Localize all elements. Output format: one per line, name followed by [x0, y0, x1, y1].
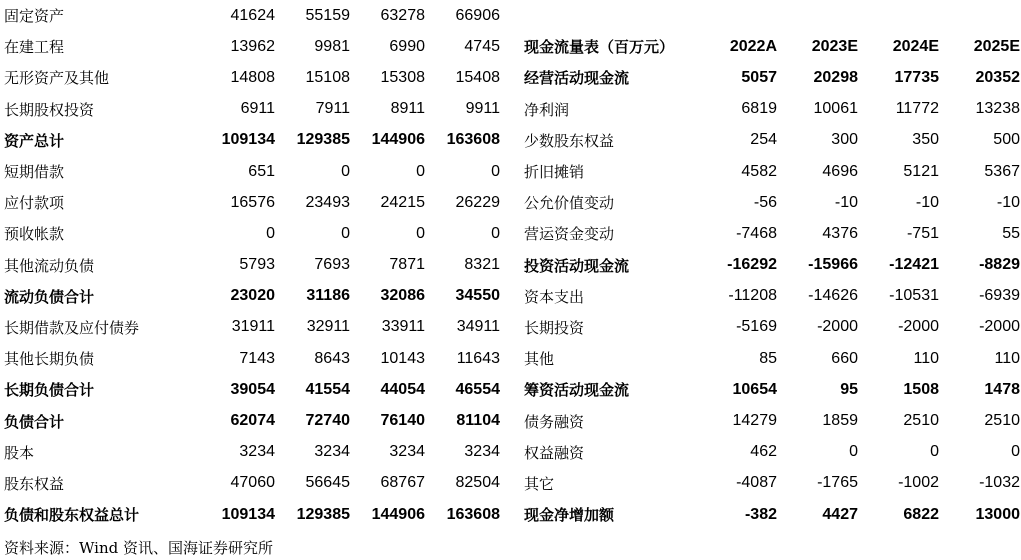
balance-row [0, 0, 500, 31]
cash-flow-row [520, 187, 1020, 218]
row-label: 净利润 [524, 100, 570, 119]
row-value: 0 [341, 162, 350, 180]
row-value: 4745 [464, 37, 500, 55]
row-value: 651 [248, 162, 275, 180]
row-label: 资产总计 [4, 131, 65, 150]
row-value: 163608 [446, 505, 500, 523]
row-value: 254 [750, 131, 777, 149]
row-value: 3234 [389, 443, 425, 461]
row-label: 长期借款及应付债券 [4, 318, 140, 337]
balance-row [0, 218, 500, 249]
row-value: -16292 [727, 256, 777, 274]
row-value: 44054 [380, 380, 425, 398]
balance-row [0, 250, 500, 281]
row-label: 其他长期负债 [4, 350, 95, 369]
row-value: 129385 [296, 505, 350, 523]
row-value: 15408 [455, 68, 500, 86]
row-value: 56645 [305, 474, 350, 492]
row-value: 4582 [741, 162, 777, 180]
row-label: 资本支出 [524, 287, 585, 306]
row-value: 5367 [984, 162, 1020, 180]
row-value: 82504 [455, 474, 500, 492]
row-value: -10 [915, 193, 939, 211]
cash-flow-row [520, 437, 1020, 468]
row-label: 其他 [524, 350, 555, 369]
row-value: 47060 [230, 474, 275, 492]
row-value: 163608 [446, 131, 500, 149]
row-value: 0 [266, 224, 275, 242]
row-value: 11643 [456, 349, 500, 367]
row-value: 68767 [380, 474, 425, 492]
row-value: 17735 [894, 68, 939, 86]
row-value: 350 [912, 131, 939, 149]
source-note: 资料来源：Wind 资讯、国海证券研究所 [4, 539, 273, 557]
row-value: -1002 [898, 474, 939, 492]
row-value: -12421 [889, 256, 939, 274]
cash-flow-row [520, 374, 1020, 405]
row-value: 15108 [305, 68, 350, 86]
row-label: 长期负债合计 [4, 381, 95, 400]
balance-row [0, 468, 500, 499]
row-value: 13000 [975, 505, 1020, 523]
row-value: -2000 [898, 318, 939, 336]
row-value: 4427 [822, 505, 858, 523]
cash-flow-row [520, 468, 1020, 499]
row-value: 500 [993, 131, 1020, 149]
row-value: -2000 [979, 318, 1020, 336]
row-value: 110 [913, 349, 939, 367]
row-value: 6822 [903, 505, 939, 523]
row-value: 2510 [984, 412, 1020, 430]
row-label: 其它 [524, 474, 555, 493]
cash-flow-table [520, 0, 1020, 530]
row-label: 少数股东权益 [524, 131, 615, 150]
row-value: -4087 [736, 474, 777, 492]
balance-row [0, 405, 500, 436]
row-value: 31911 [231, 318, 275, 336]
cash-flow-row [520, 343, 1020, 374]
row-value: 76140 [380, 412, 425, 430]
row-label: 现金净增加额 [524, 506, 615, 525]
cash-flow-row [520, 156, 1020, 187]
row-value: -10 [996, 193, 1020, 211]
row-value: 3234 [239, 443, 275, 461]
cash-flow-row [520, 405, 1020, 436]
row-value: -7468 [736, 224, 777, 242]
row-value: 95 [840, 380, 858, 398]
balance-row [0, 31, 500, 62]
row-value: 660 [831, 349, 858, 367]
row-label: 投资活动现金流 [524, 256, 630, 275]
row-value: 16576 [230, 193, 275, 211]
row-label: 预收帐款 [4, 225, 65, 244]
year-header: 2025E [973, 37, 1020, 55]
cash-flow-row [520, 218, 1020, 249]
row-value: 62074 [230, 412, 275, 430]
row-value: 4376 [822, 224, 858, 242]
balance-row [0, 499, 500, 530]
row-value: 32911 [306, 318, 350, 336]
row-label: 其他流动负债 [4, 256, 95, 275]
row-value: -5169 [736, 318, 777, 336]
row-value: 10654 [732, 380, 777, 398]
row-label: 筹资活动现金流 [524, 381, 630, 400]
balance-row [0, 374, 500, 405]
year-header: 2024E [892, 37, 939, 55]
row-label: 经营活动现金流 [524, 69, 630, 88]
row-label: 折旧摊销 [524, 163, 585, 182]
row-value: 1859 [822, 412, 858, 430]
cash-flow-header-row [520, 31, 1020, 62]
row-value: 5057 [741, 68, 777, 86]
row-value: 109134 [221, 505, 275, 523]
row-value: 9981 [314, 37, 350, 55]
row-value: 7871 [389, 256, 425, 274]
row-value: 14808 [230, 68, 275, 86]
row-value: 6911 [240, 100, 275, 118]
row-value: 1508 [903, 380, 939, 398]
row-value: 7693 [314, 256, 350, 274]
cash-flow-empty-row [520, 0, 1020, 31]
row-value: 55159 [305, 6, 350, 24]
row-label: 负债合计 [4, 412, 65, 431]
balance-row [0, 156, 500, 187]
row-label: 无形资产及其他 [4, 69, 110, 88]
row-value: -6939 [979, 287, 1020, 305]
row-label: 长期股权投资 [4, 100, 95, 119]
row-value: 0 [1011, 443, 1020, 461]
row-value: 85 [759, 349, 777, 367]
row-value: 0 [416, 162, 425, 180]
row-label: 短期借款 [4, 163, 65, 182]
row-value: -56 [753, 193, 777, 211]
row-value: -2000 [817, 318, 858, 336]
cash-flow-row [520, 281, 1020, 312]
row-value: 0 [416, 224, 425, 242]
row-value: 129385 [296, 131, 350, 149]
row-value: -14626 [808, 287, 858, 305]
row-value: 8321 [464, 256, 500, 274]
row-value: 23493 [305, 193, 350, 211]
row-value: 32086 [380, 287, 425, 305]
row-value: -1032 [979, 474, 1020, 492]
row-value: 6819 [741, 100, 777, 118]
row-value: 23020 [230, 287, 275, 305]
row-label: 长期投资 [524, 318, 585, 337]
row-label: 营运资金变动 [524, 225, 615, 244]
row-value: -1765 [817, 474, 858, 492]
row-value: 8911 [390, 100, 425, 118]
balance-row [0, 187, 500, 218]
row-value: 144906 [371, 131, 425, 149]
balance-row [0, 125, 500, 156]
row-value: 0 [930, 443, 939, 461]
row-value: 41624 [230, 6, 275, 24]
row-value: 81104 [456, 412, 500, 430]
row-value: 0 [491, 224, 500, 242]
row-value: 63278 [380, 6, 425, 24]
row-value: 72740 [305, 412, 350, 430]
row-value: 31186 [306, 287, 350, 305]
row-label: 债务融资 [524, 412, 585, 431]
row-label: 在建工程 [4, 38, 65, 57]
row-label: 股东权益 [4, 474, 65, 493]
cash-flow-row [520, 94, 1020, 125]
row-value: 33911 [381, 318, 425, 336]
year-header: 2023E [811, 37, 858, 55]
row-value: 10143 [380, 349, 425, 367]
row-value: 3234 [314, 443, 350, 461]
row-value: 34550 [455, 287, 500, 305]
row-value: 10061 [813, 100, 858, 118]
row-value: -751 [906, 224, 939, 242]
row-label: 应付款项 [4, 194, 65, 213]
row-label: 负债和股东权益总计 [4, 506, 140, 525]
cash-flow-row [520, 62, 1020, 93]
row-value: 3234 [464, 443, 500, 461]
row-value: 0 [849, 443, 858, 461]
row-value: 0 [491, 162, 500, 180]
row-value: 11772 [895, 100, 939, 118]
row-label: 固定资产 [4, 7, 65, 26]
balance-sheet-table [0, 0, 500, 530]
balance-row [0, 281, 500, 312]
row-value: 15308 [380, 68, 425, 86]
row-value: -11208 [728, 287, 777, 305]
row-value: -10531 [889, 287, 939, 305]
balance-row [0, 94, 500, 125]
row-label: 流动负债合计 [4, 287, 95, 306]
row-value: 8643 [314, 349, 350, 367]
year-header: 2022A [729, 37, 777, 55]
row-value: 462 [750, 443, 777, 461]
row-value: 20352 [975, 68, 1020, 86]
row-value: 13962 [230, 37, 275, 55]
row-value: 20298 [813, 68, 858, 86]
row-value: 2510 [903, 412, 939, 430]
row-label: 公允价值变动 [524, 194, 615, 213]
row-value: 46554 [455, 380, 500, 398]
row-value: 144906 [371, 505, 425, 523]
row-value: 9911 [465, 100, 500, 118]
row-value: -8829 [979, 256, 1020, 274]
row-value: 7143 [239, 349, 275, 367]
row-value: 34911 [456, 318, 500, 336]
row-value: 5121 [903, 162, 939, 180]
row-value: 41554 [305, 380, 350, 398]
row-value: 6990 [389, 37, 425, 55]
row-value: 5793 [239, 256, 275, 274]
row-value: 13238 [975, 100, 1020, 118]
row-label: 权益融资 [524, 443, 585, 462]
balance-row [0, 312, 500, 343]
row-value: 24215 [380, 193, 425, 211]
row-value: 66906 [455, 6, 500, 24]
row-value: 4696 [822, 162, 858, 180]
row-value: 26229 [455, 193, 500, 211]
cash-flow-title: 现金流量表（百万元） [524, 38, 675, 57]
row-value: 110 [994, 349, 1020, 367]
row-value: 300 [831, 131, 858, 149]
row-value: 14279 [732, 412, 777, 430]
row-value: 0 [341, 224, 350, 242]
cash-flow-row [520, 125, 1020, 156]
row-value: 1478 [984, 380, 1020, 398]
row-value: 109134 [221, 131, 275, 149]
row-value: 39054 [230, 380, 275, 398]
row-value: 7911 [315, 100, 350, 118]
cash-flow-row [520, 312, 1020, 343]
row-value: -15966 [808, 256, 858, 274]
row-label: 股本 [4, 443, 35, 462]
row-value: 55 [1002, 224, 1020, 242]
cash-flow-row [520, 499, 1020, 530]
row-value: -10 [834, 193, 858, 211]
cash-flow-row [520, 250, 1020, 281]
row-value: -382 [744, 505, 777, 523]
balance-row [0, 343, 500, 374]
balance-row [0, 62, 500, 93]
balance-row [0, 437, 500, 468]
